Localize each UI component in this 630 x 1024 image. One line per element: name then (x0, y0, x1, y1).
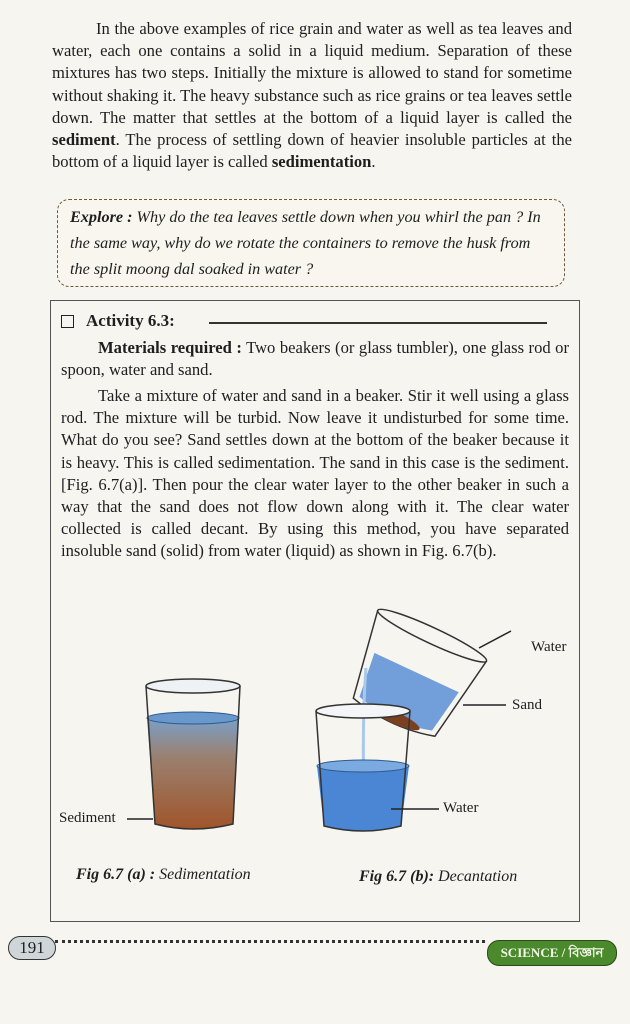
label-pointer-lines (51, 301, 581, 923)
intro-text-2: . The process of settling down of heavier insoluble particles at the bottom of a liquid layer is called (52, 130, 572, 172)
label-water-decant: Water (443, 800, 479, 816)
intro-text-3: . (371, 152, 376, 172)
activity-title-text: Activity 6.3: (86, 311, 175, 330)
term-sediment: sediment (52, 130, 116, 150)
subject-badge: SCIENCE / বিজ্ঞান (487, 940, 617, 966)
explore-text (70, 204, 554, 282)
label-sediment: Sediment (59, 810, 116, 826)
caption-fig-a (76, 866, 251, 884)
explore-question: Why do the tea leaves settle down when you whirl the pan ? In the same way, why do we rotate the containers to remove the husk from the split moong dal soaked in water ? (70, 208, 541, 278)
activity-box (50, 300, 580, 922)
materials-label: Materials required : (98, 338, 242, 357)
procedure-paragraph: Take a mixture of water and sand in a beaker. Stir it well using a glass rod. The mixture will be turbid. Now leave it undisturbed for some time. What do you see? Sand settles down at the bottom of the beaker because it is heavy. This is called sedimentation. The sand in this case is the sediment. [Fig. 6.7(a)]. Then pour the clear water layer to the other beaker in such a way that the sand does not flow down along with it. The clear water collected is called decant. By using this method, you have separated insoluble sand (solid) from water (liquid) as shown in Fig. 6.7(b). (61, 386, 569, 561)
caption-fig-b (359, 868, 517, 886)
intro-paragraph (52, 18, 572, 173)
explore-box (57, 199, 565, 287)
label-sand: Sand (512, 697, 542, 713)
caption-a-number: Fig 6.7 (a) : (76, 866, 156, 883)
caption-a-text: Sedimentation (155, 866, 251, 883)
footer-dotted-rule (55, 940, 485, 943)
materials-text: Two beakers (or glass tumbler), one glass rod or spoon, water and sand. (61, 338, 569, 380)
explore-label: Explore : (70, 208, 133, 226)
caption-b-number: Fig 6.7 (b): (359, 868, 435, 885)
page-number: 191 (8, 936, 56, 960)
term-sedimentation: sedimentation (271, 152, 372, 172)
label-water-poured: Water (531, 639, 567, 655)
intro-text-1: In the above examples of rice grain and water as well as tea leaves and water, each one contains a solid in a liquid medium. Separation of these mixtures has two steps. Initially the mixture is allowed to stand for sometime without shaking it. The heavy substance such as rice grains or tea leaves settle down. The matter that settles at the bottom of a liquid layer is called the (52, 19, 572, 127)
caption-b-text: Decantation (434, 868, 518, 885)
